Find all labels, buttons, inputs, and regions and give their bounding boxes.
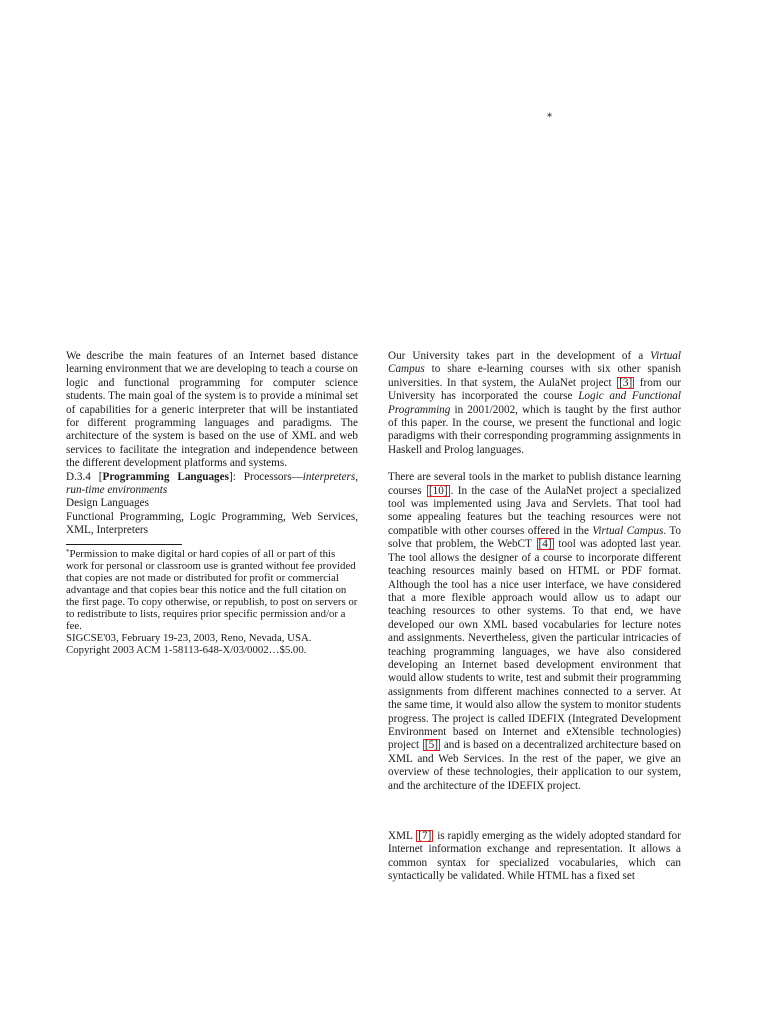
title-footnote-marker: * <box>547 112 552 123</box>
footnote-text: Permission to make digital or hard copies of all or part of this work for personal or classroom use is granted without fee provided that copies are not made or distributed for profit or commercial advantage and that copies bear this notice and the full citation on the first page. To copy otherwise, or republish, to post on servers or to redistribute to lists, requires prior specific permission and/or a fee. <box>66 547 358 633</box>
footnote-mark: * <box>66 547 70 556</box>
text-span: tool was adopted last year. The tool allows the designer of a course to incorporate different teaching resources mainly based on HTML or PDF format. Although the tool has a nice user interface, we have considered that a more flexible approach would allow us to adapt our teaching resources to other systems. To that end, we have developed our own XML based vocabularies for lecture notes and assignments. Nevertheless, given the particular intricacies of teaching programming languages, we have also considered developing an Internet based development environment that would allow students to write, test and submit their programming assignments from different machines connected to a server. At the same time, it would also allow the system to monitor students progress. The project is called IDEFIX (Integrated Development Environment based on Internet and eXtensible technologies) project <box>388 538 681 752</box>
category-subject: interpreters, run-time environments <box>66 470 359 497</box>
italic-span: Logic and Functional Programming <box>388 390 682 416</box>
text-span: . In the case of the AulaNet project a specialized tool was implemented using Java and Servlets. That tool had some appealing features but the teaching resources were not compatible with other courses offered in the <box>388 484 681 537</box>
citation-link-7[interactable]: [7] <box>418 830 432 842</box>
right-column <box>388 350 681 884</box>
text-span: . To solve that problem, the WebCT <box>388 524 681 551</box>
xml-paragraph <box>388 830 681 884</box>
italic-span: Virtual Campus <box>388 350 681 376</box>
text-span: from our University has incorporated the course <box>388 376 681 403</box>
text-span: XML <box>388 830 416 842</box>
citation-link-4[interactable]: [4] <box>538 538 552 551</box>
categories-line <box>66 471 358 498</box>
copyright-line: Copyright 2003 ACM 1-58113-648-X/03/0002…$5.00. <box>66 644 307 657</box>
category-name: Programming Languages <box>102 470 229 483</box>
intro-paragraph-1 <box>388 350 681 457</box>
text-span: There are several tools in the market to publish distance learning courses <box>388 471 681 497</box>
text-span: to share e-learning courses with six other spanish universities. In that system, the AulaNet project <box>388 363 681 389</box>
text-span: in 2001/2002, which is taught by the first author of this paper. In the course, we present the functional and logic paradigms with their corresponding programming assignments in Haskell and Prolog languages. <box>388 403 681 456</box>
conference-line: SIGCSE'03, February 19-23, 2003, Reno, Nevada, USA. <box>66 632 312 645</box>
keywords-text: Functional Programming, Logic Programming, Web Services, XML, Interpreters <box>66 510 358 537</box>
footnote-rule <box>66 544 182 545</box>
text-span: Our University takes part in the development of a <box>388 350 651 362</box>
citation-link-5[interactable]: [5] <box>424 739 438 752</box>
citation-link-10[interactable]: [10] <box>428 484 448 497</box>
permission-footnote <box>66 548 358 657</box>
left-column <box>66 350 358 657</box>
abstract-text: We describe the main features of an Internet based distance learning environment that we are developing to teach a course on logic and functional programming for computer science students. The main goal of the system is to provide a minimal set of capabilities for a generic interpreter that will be instantiated for different programming languages and paradigms. The architecture of the system is based on the use of XML and web services to facilitate the integration and independence between the different development platforms and systems. <box>66 350 359 470</box>
text-span: is rapidly emerging as the widely adopted standard for Internet information exchange and representation. It allows a common syntax for specialized vocabularies, which can syntactically be validated. While HTML has a fixed set <box>388 830 681 883</box>
category-close: ]: Processors— <box>228 470 303 483</box>
italic-span: Virtual Campus <box>592 524 664 537</box>
category-code: D.3.4 [ <box>66 470 103 483</box>
intro-paragraph-2 <box>388 471 681 793</box>
text-span: and is based on a decentralized architecture based on XML and Web Services. In the rest of the paper, we give an overview of these technologies, their application to our system, and the architecture of the IDEFIX project. <box>388 739 681 792</box>
citation-link-3[interactable]: [3] <box>619 376 633 389</box>
general-terms-text: Design Languages <box>66 497 149 510</box>
